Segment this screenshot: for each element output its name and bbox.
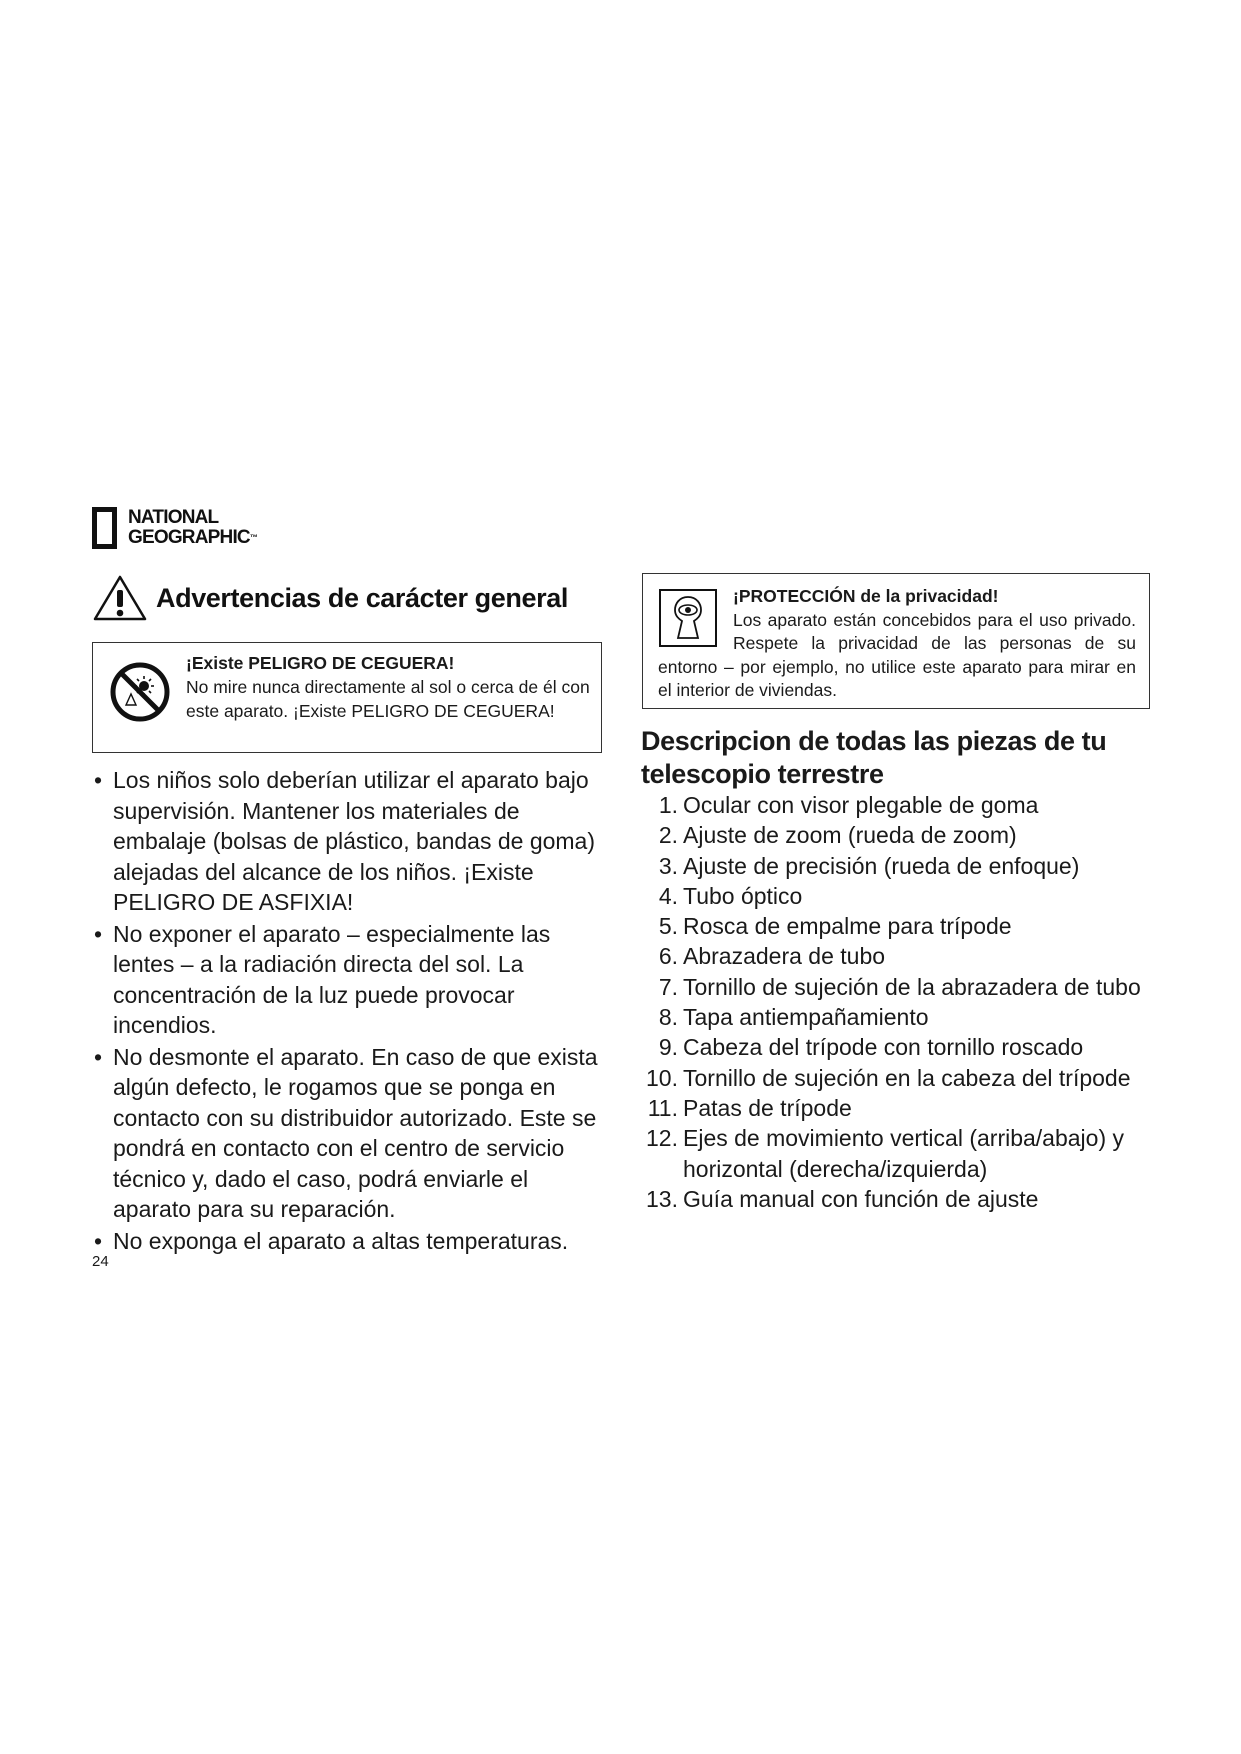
blindness-warning-body: No mire nunca directamente al sol o cerca de él con este aparato. ¡Existe PELIGRO DE CEGUERA! — [186, 677, 590, 721]
list-item: • Los niños solo deberían utilizar el aparato bajo supervisión. Mantener los materiales de embalaje (bolsas de plástico, bandas de goma) alejadas del alcance de los niños. ¡Existe PELIGRO DE ASFIXIA! — [92, 765, 612, 918]
part-number: 5. — [658, 913, 678, 940]
part-number: 4. — [658, 882, 678, 909]
list-item — [641, 851, 1161, 881]
logo-wordmark — [128, 508, 257, 548]
part-number: 11. — [647, 1094, 678, 1121]
part-label: Ocular con visor plegable de goma — [683, 792, 1039, 818]
warning-bullet-list — [92, 765, 612, 1257]
no-sun-icon — [109, 661, 171, 723]
part-label: Ajuste de zoom (rueda de zoom) — [683, 822, 1017, 849]
part-label: Rosca de empalme para trípode — [683, 913, 1012, 940]
list-item — [641, 1063, 1161, 1093]
general-warnings-title: Advertencias de carácter general — [156, 582, 568, 613]
page-number: 24 — [92, 1253, 109, 1270]
list-item — [641, 1184, 1161, 1214]
list-item: • No exponga el aparato a altas temperaturas. — [92, 1226, 612, 1257]
part-number: 12. — [646, 1125, 678, 1152]
part-label: Patas de trípode — [683, 1094, 852, 1121]
warning-triangle-icon — [92, 574, 148, 622]
list-item — [641, 911, 1161, 941]
part-label: Tornillo de sujeción de la abrazadera de tubo — [683, 973, 1141, 1000]
list-item — [641, 1032, 1161, 1062]
blindness-warning-title: ¡Existe PELIGRO DE CEGUERA! — [186, 653, 455, 673]
part-label: Cabeza del trípode con tornillo roscado — [683, 1034, 1084, 1061]
list-item — [641, 941, 1161, 971]
part-label: Ejes de movimiento vertical (arriba/abajo) y horizontal (derecha/izquierda) — [683, 1125, 1125, 1182]
part-number: 6. — [658, 943, 678, 970]
part-number: 8. — [658, 1004, 678, 1031]
part-label: Abrazadera de tubo — [683, 943, 886, 970]
part-label: Tapa antiempañamiento — [683, 1004, 929, 1031]
privacy-protection-body: Los aparato están concebidos para el uso privado. Respete la privacidad de las personas de su entorno – por ejemplo, no utilice este aparato para mirar en el interior de viviendas. — [658, 609, 1136, 700]
part-number: 10. — [646, 1064, 678, 1091]
list-item — [641, 1123, 1161, 1184]
blindness-warning-text — [186, 651, 591, 723]
part-number: 13. — [646, 1185, 678, 1212]
list-item — [641, 972, 1161, 1002]
privacy-protection-text — [658, 585, 1136, 703]
part-number: 3. — [658, 852, 678, 879]
list-item — [641, 820, 1161, 850]
list-item: • No exponer el aparato – especialmente las lentes – a la radiación directa del sol. La concentración de la luz puede provocar incendios. — [92, 919, 612, 1041]
part-number: 1. — [658, 792, 678, 818]
privacy-protection-box — [642, 573, 1150, 709]
yellow-border-logo-icon — [92, 507, 117, 549]
parts-description-heading: Descripcion de todas las piezas de tu telescopio terrestre — [641, 726, 1107, 789]
list-item — [641, 881, 1161, 911]
national-geographic-logo — [92, 503, 272, 553]
part-label: Guía manual con función de ajuste — [683, 1185, 1039, 1212]
part-label: Tornillo de sujeción en la cabeza del trípode — [683, 1064, 1131, 1091]
part-number: 7. — [658, 973, 678, 1000]
logo-line-2: GEOGRAPHIC™ — [128, 527, 258, 548]
parts-list — [641, 790, 1161, 1214]
list-item — [641, 1093, 1161, 1123]
general-warnings-heading — [92, 574, 568, 622]
part-number: 2. — [658, 822, 678, 849]
part-number: 9. — [658, 1034, 678, 1061]
part-label: Tubo óptico — [683, 882, 803, 909]
privacy-protection-title: ¡PROTECCIÓN de la privacidad! — [733, 586, 999, 606]
logo-line-1: NATIONAL — [128, 507, 219, 528]
list-item — [641, 790, 1161, 820]
part-label: Ajuste de precisión (rueda de enfoque) — [683, 852, 1080, 879]
list-item: • No desmonte el aparato. En caso de que exista algún defecto, le rogamos que se ponga en contacto con su distribuidor autorizado. Este se pondrá en contacto con el centro de servicio técnico y, dado el caso, podrá enviarle el aparato para su reparación. — [92, 1042, 612, 1225]
list-item — [641, 1002, 1161, 1032]
blindness-warning-box — [92, 642, 602, 753]
